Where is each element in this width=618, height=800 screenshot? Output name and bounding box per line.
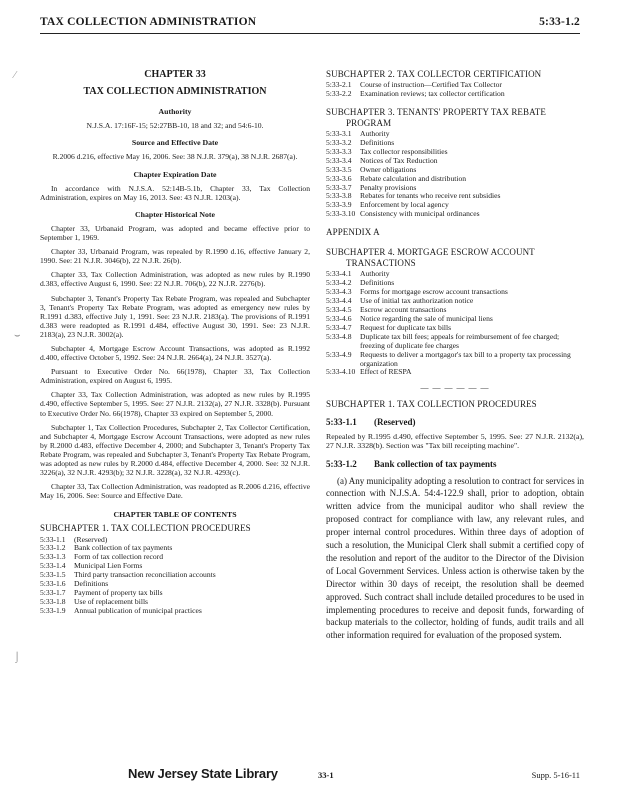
history-paragraph: Chapter 33, Urbanaid Program, was repealed by R.1990 d.16, effective January 2, 1990. See: 21 N.J.R. 3046(b), 22 N.J.R. 26(b). [40, 247, 310, 266]
toc-section-number: 5:33-4.5 [326, 305, 352, 315]
toc-section-number: 5:33-4.4 [326, 296, 352, 306]
toc-section-title: Authority [360, 269, 390, 279]
toc-section-number: 5:33-1.4 [40, 561, 66, 571]
toc-section-number: 5:33-4.3 [326, 287, 352, 297]
history-paragraph: Chapter 33, Tax Collection Administration, was adopted as new rules by R.1990 d.383, effective August 6, 1990. See: 22 N.J.R. 706(b), 22 N.J.R. 2276(b). [40, 270, 310, 289]
toc-section-number: 5:33-3.3 [326, 146, 352, 156]
history-paragraph: Pursuant to Executive Order No. 66(1978), Chapter 33, Tax Collection Administration, expired on August 6, 1995. [40, 367, 310, 386]
toc-section-title: Owner obligations [360, 164, 417, 174]
section-5-33-1-1-note: Repealed by R.1995 d.490, effective September 5, 1995. See: 27 N.J.R. 2132(a), 27 N.J.R. 3328(b). Section was "Tax bill receipting machine". [326, 431, 584, 450]
source-heading: Source and Effective Date [131, 138, 219, 148]
toc-section-title: Course of instruction—Certified Tax Collector [360, 80, 502, 90]
source-text: R.2006 d.216, effective May 16, 2006. See: 38 N.J.R. 379(a), 38 N.J.R. 2687(a). [52, 152, 298, 162]
chapter-number: CHAPTER 33 [144, 69, 206, 80]
toc-section-number: 5:33-3.1 [326, 129, 352, 139]
section-number: 5:33-1.1 [326, 416, 357, 427]
toc-section-title: Examination reviews; tax collector certification [360, 89, 505, 98]
toc-section-number: 5:33-1.5 [40, 570, 66, 580]
history-paragraph: Subchapter 3, Tenant's Property Tax Rebate Program, was repealed and Subchapter 3, Tenant's Property Tax Rebate Program, was adopted as emergency new rules by R.1991 d.383, effective July 1, 1991. See: 23 N.J.R. 2183(a). The provisions of R.1991 d.383 were readopted as R.1991 d.484, effective August 30, 1991. See: 23 N.J.R. 2183(a), 23 N.J.R. 3002(a). [40, 293, 310, 339]
header-title: TAX COLLECTION ADMINISTRATION [40, 16, 257, 28]
toc-section-title: Notice regarding the sale of municipal liens [360, 313, 493, 323]
scan-mark: ⁄ [14, 70, 16, 81]
toc-section-title: Escrow account transactions [360, 305, 447, 315]
toc-section-number: 5:33-1.6 [40, 579, 66, 589]
toc-section-number: 5:33-1.9 [40, 605, 66, 615]
subchapter-4-toc [326, 270, 584, 377]
toc-section-number: 5:33-3.10 [326, 209, 356, 219]
subchapter-3-heading-cont: PROGRAM [346, 118, 392, 128]
history-paragraph: Subchapter 1, Tax Collection Procedures, Subchapter 2, Tax Collector Certification, and Subchapter 4, Mortgage Escrow Account Transactions, were adopted as new rules by R.2000 d.483, effective December 4, 2000; and Subchapter 3, Tenant's Property Tax Rebate Program, was repealed and Subchapter 3, Tenant's Property Tax Rebate Program, was adopted as new rules by R.2000 d.484, effective December 4, 2000. See: 32 N.J.R. 3226(a), 32 N.J.R. 4293(b); 32 N.J.R. 3228(a), 32 N.J.R. 4293(c). [40, 422, 310, 478]
history-heading: Chapter Historical Note [135, 209, 215, 219]
toc-section-title: Definitions [360, 278, 395, 288]
toc-section-number: 5:33-4.7 [326, 322, 352, 332]
toc-section-number: 5:33-3.7 [326, 182, 352, 192]
page-number: 33-1 [318, 770, 334, 780]
subchapter-4-heading-cont: TRANSACTIONS [346, 258, 416, 269]
toc-section-number: 5:33-1.7 [40, 588, 66, 597]
authority-text: N.J.S.A. 17:16F-15; 52:27BB-10, 18 and 32; and 54:6-10. [86, 121, 264, 131]
toc-section-title: Authority [360, 129, 390, 139]
section-5-33-1-2-body: (a) Any municipality adopting a resolution to contract for services in connection with N.J.S.A. 54:4-122.9 shall, prior to adoption, obtain written advice from the municipal auditor who shall review the proposed contract for compliance with law, any relevant rules, and proper internal control procedures. Within three days of adoption of such a resolution, the Municipal Clerk shall submit a certified copy of the resolution and report of the auditor to the Director of the Division of Local Government Services. Unless action is otherwise taken by the Director within 30 days of receipt, the resolution shall be deemed approved. Such contract shall include detailed procedures to be used in implementing procedures to receive and deposit funds, forwarding of backup materials to the collector, holding of funds, audit trails and all other information required for evaluation of the proposed system. [326, 475, 584, 641]
toc-section-number: 5:33-4.8 [326, 331, 352, 341]
subchapter-4-heading: SUBCHAPTER 4. MORTGAGE ESCROW ACCOUNT [326, 247, 535, 258]
subchapter-3-heading: SUBCHAPTER 3. TENANTS' PROPERTY TAX REBATE [326, 106, 546, 117]
toc-section-title: Payment of property tax bills [74, 588, 163, 597]
chapter-title: TAX COLLECTION ADMINISTRATION [83, 86, 267, 98]
subchapter-2-toc [326, 81, 584, 99]
toc-section-title: Tax collector responsibilities [360, 146, 448, 156]
toc-section-number: 5:33-4.9 [326, 349, 352, 359]
toc-section-number: 5:33-3.4 [326, 155, 352, 165]
toc-section-number: 5:33-1.2 [40, 543, 66, 553]
toc-section-title: Penalty provisions [360, 182, 417, 192]
toc-section-title: Consistency with municipal ordinances [360, 209, 480, 219]
toc-section-number: 5:33-2.2 [326, 89, 352, 98]
toc-section-title: Bank collection of tax payments [74, 543, 173, 553]
running-header [40, 14, 580, 36]
toc-section-number: 5:33-3.9 [326, 200, 352, 210]
section-5-33-1-1-heading [326, 418, 584, 427]
history-paragraph: Chapter 33, Tax Collection Administration, was adopted as new rules by R.1995 d.490, effective September 5, 1995. See: 27 N.J.R. 2132(a), 27 N.J.R. 3328(b). Pursuant to Executive Order No. 66(1978), Chapter 33 expired on September 5, 2000. [40, 390, 310, 418]
toc-section-title: Definitions [360, 138, 395, 147]
toc-section-number: 5:33-3.2 [326, 138, 352, 147]
history-paragraph: Chapter 33, Tax Collection Administration, was readopted as R.2006 d.216, effective May 16, 2006. See: Source and Effective Date. [40, 482, 310, 501]
toc-section-number: 5:33-4.10 [326, 367, 356, 377]
section-title: Bank collection of tax payments [374, 459, 497, 470]
toc-section-title: Municipal Lien Forms [74, 561, 143, 571]
toc-section-title: Request for duplicate tax bills [360, 322, 452, 332]
toc-section-title: Use of initial tax authorization notice [360, 296, 474, 306]
header-section: 5:33-1.2 [539, 16, 580, 28]
scan-mark: ⌣ [14, 330, 21, 341]
toc-section-title: (Reserved) [74, 534, 108, 544]
toc-section-title: Duplicate tax bill fees; appeals for reimbursement of fee charged; freezing of duplicate fee charges [360, 331, 560, 350]
toc-section-number: 5:33-1.1 [40, 534, 66, 544]
toc-section-title: Rebate calculation and distribution [360, 173, 467, 183]
section-5-33-1-2-heading [326, 460, 584, 469]
toc-section-number: 5:33-3.5 [326, 164, 352, 174]
toc-section-number: 5:33-4.1 [326, 269, 352, 279]
expiration-text: In accordance with N.J.S.A. 52:14B-5.1b, Chapter 33, Tax Collection Administration, expires on May 16, 2013. See: 43 N.J.R. 1203(a). [40, 183, 310, 202]
section-title: (Reserved) [374, 416, 416, 427]
toc-section-title: Effect of RESPA [360, 367, 412, 377]
right-column [326, 70, 584, 647]
toc-section-title: Forms for mortgage escrow account transactions [360, 287, 508, 297]
history-paragraph: Chapter 33, Urbanaid Program, was adopted and became effective prior to September 1, 1969. [40, 223, 310, 243]
header-rule [40, 33, 580, 34]
supplement-date: Supp. 5-16-11 [531, 770, 580, 780]
toc-section-number: 5:33-4.6 [326, 313, 352, 323]
toc-section-number: 5:33-1.3 [40, 552, 66, 562]
scan-mark: ⌡ [14, 652, 21, 663]
toc-heading: CHAPTER TABLE OF CONTENTS [113, 510, 237, 520]
subchapter-2-heading: SUBCHAPTER 2. TAX COLLECTOR CERTIFICATION [326, 69, 542, 79]
expiration-heading: Chapter Expiration Date [133, 169, 217, 179]
toc-section-number: 5:33-4.2 [326, 278, 352, 288]
section-divider: — — — — — — [420, 383, 490, 393]
toc-section-title: Enforcement by local agency [360, 200, 449, 210]
toc-section-title: Third party transaction reconciliation accounts [74, 570, 216, 580]
subchapter-1-toc [40, 536, 310, 616]
appendix-heading: APPENDIX A [326, 227, 380, 238]
toc-section-title: Rebates for tenants who receive rent subsidies [360, 191, 501, 201]
toc-section-title: Requests to deliver a mortgagor's tax bill to a property tax processing organization [360, 349, 571, 368]
toc-section-number: 5:33-2.1 [326, 80, 352, 90]
history-paragraph: Subchapter 4, Mortgage Escrow Account Transactions, was adopted as R.1992 d.400, effective October 5, 1992. See: 24 N.J.R. 2664(a), 24 N.J.R. 3527(a). [40, 343, 310, 363]
toc-section-number: 5:33-1.8 [40, 596, 66, 606]
toc-section-title: Notices of Tax Reduction [360, 155, 438, 165]
subchapter-3-toc [326, 130, 584, 219]
toc-section-title: Form of tax collection record [74, 552, 163, 562]
toc-section-title: Definitions [74, 579, 109, 589]
subchapter-1-heading: SUBCHAPTER 1. TAX COLLECTION PROCEDURES [40, 523, 251, 534]
authority-heading: Authority [158, 107, 192, 117]
toc-section-number: 5:33-3.6 [326, 173, 352, 183]
subchapter-1-body-heading: SUBCHAPTER 1. TAX COLLECTION PROCEDURES [326, 399, 537, 410]
toc-section-title: Annual publication of municipal practices [74, 605, 202, 615]
library-stamp: New Jersey State Library [128, 766, 278, 781]
toc-section-title: Use of replacement bills [74, 596, 149, 606]
left-column [40, 70, 310, 616]
section-number: 5:33-1.2 [326, 459, 357, 470]
toc-section-number: 5:33-3.8 [326, 191, 352, 201]
